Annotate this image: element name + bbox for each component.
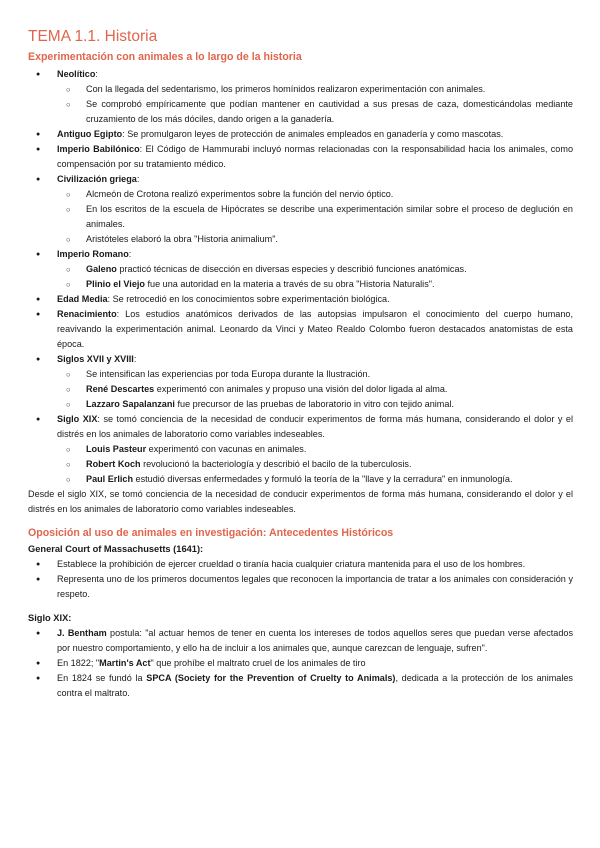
- item-text: : Los estudios anatómicos derivados de las autopsias impulsaron el conocimiento del cuerpo humano, reavivando la experimentación animal. Leonardo da Vinci y Mateo Realdo Colombo fueron destacados anatomistas de esta época.: [57, 309, 573, 349]
- list-item: [28, 67, 573, 127]
- sub-list-item: [28, 397, 573, 412]
- item-bold-text: Paul Erlich: [86, 474, 134, 484]
- sub-list-item: [28, 82, 573, 97]
- item-text: , dedicada a la protección de los animales contra el maltrato.: [57, 673, 573, 698]
- item-bold-text: Civilización griega: [57, 174, 137, 184]
- item-bold-text: Robert Koch: [86, 459, 141, 469]
- item-bold-text: Imperio Romano: [57, 249, 129, 259]
- sub-list-item: [28, 472, 573, 487]
- list-item: [28, 572, 573, 602]
- list-item: [28, 671, 573, 701]
- item-bold-text: Renacimiento: [57, 309, 117, 319]
- sub-list-item: [28, 367, 573, 382]
- item-bold-text: Lazzaro Sapalanzani: [86, 399, 175, 409]
- section-heading-opposition: Oposición al uso de animales en investigación: Antecedentes Históricos: [28, 527, 394, 539]
- list-item: [28, 656, 573, 671]
- item-bold-text: Siglo XIX: [57, 414, 98, 424]
- item-bold-text: J. Bentham: [57, 628, 107, 638]
- list-item: [28, 352, 573, 412]
- siglo-xix-list: [28, 626, 573, 701]
- sub-list-item: [28, 442, 573, 457]
- item-bold-text: René Descartes: [86, 384, 155, 394]
- item-bold-text: Antiguo Egipto: [57, 129, 123, 139]
- item-text: postula: "al actuar hemos de tener en cuenta los intereses de todos aquellos seres que puedan verse afectados por nuestro comportamiento, y ello ha de incluir a los animales que, aunque carezcan de lenguaje, sufren".: [57, 628, 573, 653]
- sub-list: [57, 367, 573, 412]
- item-text: Se comprobó empíricamente que podían mantener en cautividad a sus presas de caza, domesticándolas mediante cruzamiento de los más dóciles, dando origen a la ganadería.: [86, 99, 573, 124]
- item-text: : Se promulgaron leyes de protección de animales empleados en ganadería y como mascotas.: [122, 129, 504, 139]
- item-bold-text: Siglos XVII y XVIII: [57, 354, 134, 364]
- item-text: Aristóteles elaboró la obra "Historia animalium".: [86, 234, 278, 244]
- item-text: Representa uno de los primeros documentos legales que reconocen la importancia de tratar a los animales con consideración y respeto.: [57, 574, 573, 599]
- item-text: En los escritos de la escuela de Hipócrates se describe una experimentación similar sobre el proceso de deglución en animales.: [86, 204, 573, 229]
- sub-list: [57, 187, 573, 247]
- list-item: [28, 127, 573, 142]
- item-text: practicó técnicas de disección en diversas especies y describió funciones anatómicas.: [116, 264, 467, 274]
- item-text: estudió diversas enfermedades y formuló la teoría de la "llave y la cerradura" en inmunología.: [133, 474, 513, 484]
- item-text: :: [128, 249, 132, 259]
- massachusetts-list: [28, 557, 573, 602]
- item-bold-text: Edad Media: [57, 294, 108, 304]
- sub-list-item: [28, 457, 573, 472]
- item-text: Alcmeón de Crotona realizó experimentos sobre la función del nervio óptico.: [86, 189, 394, 199]
- item-text: :: [133, 354, 137, 364]
- document-page: [28, 28, 573, 701]
- item-text: : se tomó conciencia de la necesidad de conducir experimentos de forma más humana, considerando el dolor y el distrés en los animales de laboratorio como variables indeseables.: [57, 414, 573, 439]
- item-text: experimentó con animales y propuso una visión del dolor ligada al alma.: [154, 384, 448, 394]
- item-bold-text: Louis Pasteur: [86, 444, 147, 454]
- sub-list-item: [28, 202, 573, 232]
- sub-list: [57, 262, 573, 292]
- list-item: [28, 292, 573, 307]
- list-item: [28, 142, 573, 172]
- list-item: [28, 412, 573, 487]
- item-bold-text: Galeno: [86, 264, 117, 274]
- item-bold-text: SPCA (Society for the Prevention of Cruelty to Animals): [146, 673, 396, 683]
- list-item: [28, 307, 573, 352]
- item-text: fue una autoridad en la materia a través de su obra "Historia Naturalis".: [144, 279, 435, 289]
- sub-list-item: [28, 277, 573, 292]
- list-item: [28, 172, 573, 247]
- sub-list-item: [28, 382, 573, 397]
- item-bold-text: Imperio Babilónico: [57, 144, 140, 154]
- list-item: [28, 557, 573, 572]
- item-text: Se intensifican las experiencias por toda Europa durante la Ilustración.: [86, 369, 371, 379]
- closing-paragraph: Desde el siglo XIX, se tomó conciencia de la necesidad de conducir experimentos de forma más humana, considerando el dolor y el distrés en los animales de laboratorio como variables indeseables.: [28, 489, 573, 514]
- item-text: " que prohíbe el maltrato cruel de los animales de tiro: [150, 658, 366, 668]
- subheading-massachusetts: General Court of Massachusetts (1641):: [28, 544, 204, 554]
- sub-list-item: [28, 187, 573, 202]
- item-text: :: [136, 174, 140, 184]
- item-text: En 1822; ": [57, 658, 100, 668]
- subheading-siglo-xix: Siglo XIX:: [28, 613, 72, 623]
- item-text: experimentó con vacunas en animales.: [146, 444, 307, 454]
- sub-list-item: [28, 232, 573, 247]
- section-heading-history: Experimentación con animales a lo largo de la historia: [28, 51, 302, 63]
- item-bold-text: Plinio el Viejo: [86, 279, 145, 289]
- item-text: : El Código de Hammurabi incluyó normas relacionadas con la responsabilidad hacia los animales, como compensación por su tratamiento médico.: [57, 144, 573, 169]
- list-item: [28, 247, 573, 292]
- sub-list: [57, 82, 573, 127]
- list-item: [28, 626, 573, 656]
- item-text: : Se retrocedió en los conocimientos sobre experimentación biológica.: [107, 294, 390, 304]
- item-text: fue precursor de las pruebas de laboratorio in vitro con tejido animal.: [174, 399, 454, 409]
- item-text: Con la llegada del sedentarismo, los primeros homínidos realizaron experimentación con animales.: [86, 84, 486, 94]
- sub-list-item: [28, 262, 573, 277]
- item-bold-text: Neolítico: [57, 69, 96, 79]
- history-list: [28, 67, 573, 487]
- item-text: :: [95, 69, 98, 79]
- item-text: Establece la prohibición de ejercer crueldad o tiranía hacia cualquier criatura mantenida para el uso de los hombres.: [57, 559, 526, 569]
- item-text: revolucionó la bacteriología y describió el bacilo de la tuberculosis.: [140, 459, 412, 469]
- page-title: TEMA 1.1. Historia: [28, 28, 158, 45]
- item-bold-text: Martin's Act: [99, 658, 151, 668]
- sub-list: [57, 442, 573, 487]
- sub-list-item: [28, 97, 573, 127]
- item-text: En 1824 se fundó la: [57, 673, 147, 683]
